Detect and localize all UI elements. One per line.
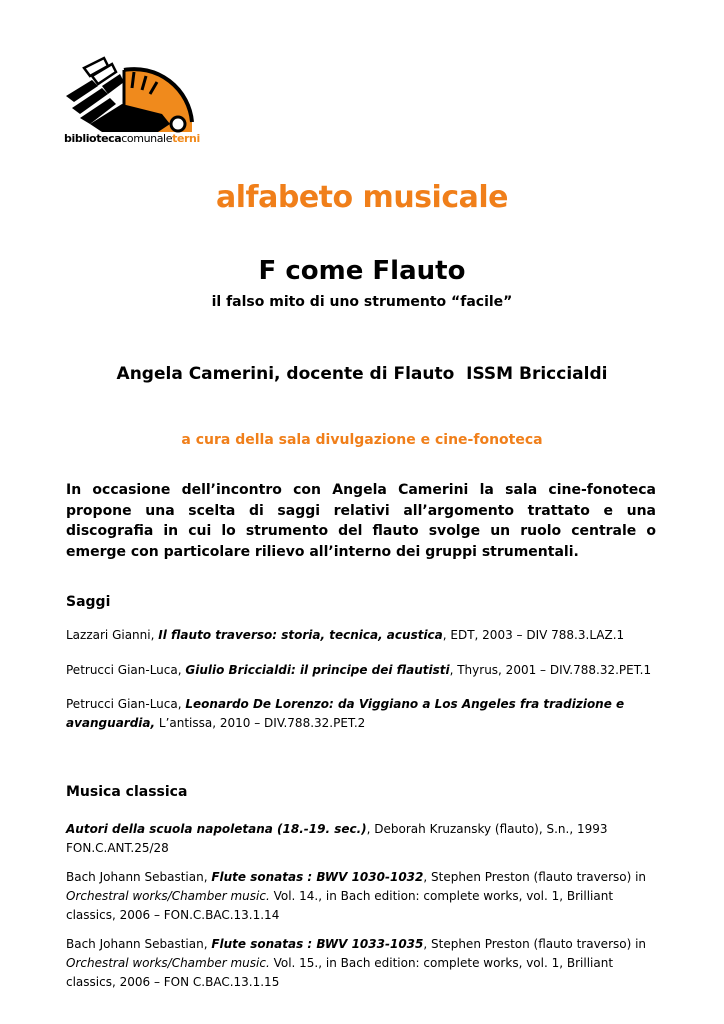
- logo-word-terni: terni: [172, 132, 200, 145]
- bibliography-entry: [66, 695, 656, 733]
- speaker-line: Angela Camerini, docente di Flauto ISSM Briccialdi: [116, 364, 608, 384]
- discography-entry: [66, 935, 656, 992]
- discography-entry: [66, 820, 656, 858]
- entry-author: Bach Johann Sebastian,: [66, 870, 212, 884]
- page-subtitle: il falso mito di uno strumento “facile”: [211, 294, 513, 310]
- page-title: F come Flauto: [258, 256, 466, 286]
- series-title: alfabeto musicale: [216, 180, 508, 215]
- entry-collection: Orchestral works/Chamber music.: [66, 889, 270, 903]
- entry-details: , Deborah Kruzansky (flauto), S.n., 1993 FON.C.ANT.25/28: [66, 822, 608, 855]
- entry-author: Petrucci Gian-Luca,: [66, 663, 186, 677]
- curated-by-line: a cura della sala divulgazione e cine-fonoteca: [181, 432, 543, 448]
- entry-title: Autori della scuola napoletana (18.-19. sec.): [66, 822, 367, 836]
- entry-collection: Orchestral works/Chamber music.: [66, 956, 270, 970]
- entry-edition: Vol. 14., in Bach edition: complete works, vol. 1, Brilliant classics, 2006 – FON.C.BAC.13.1.14: [66, 889, 614, 922]
- discography-entry: [66, 868, 656, 925]
- entry-author: Bach Johann Sebastian,: [66, 937, 212, 951]
- bibliography-entry: [66, 661, 656, 680]
- bibliography-entry: [66, 626, 656, 645]
- entry-title: Il flauto traverso: storia, tecnica, acustica: [158, 628, 443, 642]
- entry-details: , EDT, 2003 – DIV 788.3.LAZ.1: [442, 628, 625, 642]
- entry-details: L’antissa, 2010 – DIV.788.32.PET.2: [155, 716, 366, 730]
- library-logo: [62, 52, 202, 147]
- entry-details: , Stephen Preston (flauto traverso) in: [423, 937, 647, 951]
- entry-author: Lazzari Gianni,: [66, 628, 159, 642]
- intro-paragraph: In occasione dell’incontro con Angela Camerini la sala cine-fonoteca propone una scelta di saggi relativi all’argomento trattato e una discografia in cui lo strumento del flauto svolge un ruolo centrale o emerge con particolare rilievo all’interno dei gruppi strumentali.: [66, 482, 656, 560]
- logo-word-comunale: comunale: [121, 132, 173, 145]
- entry-title: Flute sonatas : BWV 1033-1035: [211, 937, 424, 951]
- section-heading-musica-classica: Musica classica: [66, 784, 188, 800]
- entry-details: , Thyrus, 2001 – DIV.788.32.PET.1: [449, 663, 652, 677]
- section-heading-saggi: Saggi: [66, 594, 111, 610]
- entry-author: Petrucci Gian-Luca,: [66, 697, 186, 711]
- entry-edition: Vol. 15., in Bach edition: complete works, vol. 1, Brilliant classics, 2006 – FON C.BAC.13.1.15: [66, 956, 614, 989]
- entry-details: , Stephen Preston (flauto traverso) in: [423, 870, 647, 884]
- logo-wordmark: [64, 132, 200, 145]
- entry-title: Leonardo De Lorenzo: da Viggiano a Los Angeles fra tradizione e avanguardia,: [66, 697, 625, 730]
- logo-word-biblioteca: biblioteca: [64, 132, 122, 145]
- fan-hand-logo-icon: [62, 52, 202, 134]
- entry-title: Giulio Briccialdi: il principe dei flautisti: [185, 663, 450, 677]
- entry-title: Flute sonatas : BWV 1030-1032: [211, 870, 424, 884]
